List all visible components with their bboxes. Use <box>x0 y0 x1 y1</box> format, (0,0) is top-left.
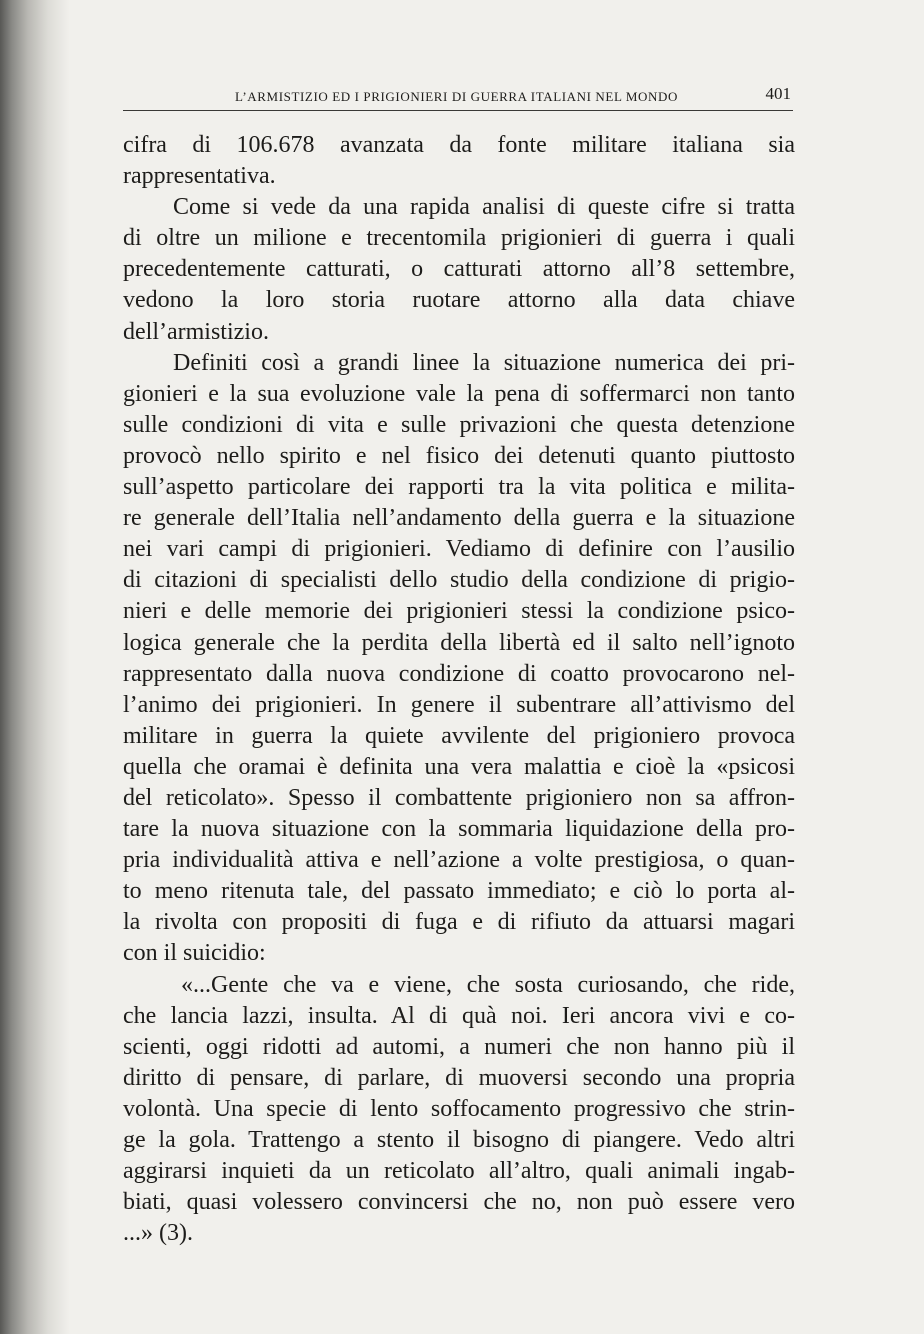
page-number: 401 <box>765 84 791 103</box>
text-line: tare la nuova situazione con la sommaria liquidazione della pro- <box>123 816 795 843</box>
quote-line: ge la gola. Trattengo a stento il bisogno di piangere. Vedo altri <box>123 1127 795 1153</box>
text-line: la rivolta con propositi di fuga e di rifiuto da attuarsi magari <box>123 909 795 936</box>
text-line: nei vari campi di prigionieri. Vediamo di definire con l’ausilio <box>123 536 795 563</box>
text-line: gionieri e la sua evoluzione vale la pena di soffermarci non tanto <box>123 380 795 407</box>
text-line: Definiti così a grandi linee la situazione numerica dei pri- <box>173 349 795 376</box>
text-line: del reticolato». Spesso il combattente prigioniero non sa affron- <box>123 784 795 811</box>
running-title: L’ARMISTIZIO ED I PRIGIONIERI DI GUERRA ITALIANI NEL MONDO <box>235 89 678 104</box>
quote-line: «...Gente che va e viene, che sosta curiosando, che ride, <box>181 971 795 998</box>
text-line: militare in guerra la quiete avvilente del prigioniero provoca <box>123 722 795 749</box>
text-line: re generale dell’Italia nell’andamento della guerra e la situazione <box>123 505 795 532</box>
quote-line: biati, quasi volessero convincersi che no, non può essere vero <box>123 1189 795 1216</box>
text-line: di oltre un milione e trecentomila prigionieri di guerra i quali <box>123 225 795 252</box>
text-line: nieri e delle memorie dei prigionieri stessi la condizione psico- <box>123 598 795 625</box>
text-line: to meno ritenuta tale, del passato immediato; e ciò lo porta al- <box>123 878 795 905</box>
quote-line: ...» (3). <box>123 1220 193 1247</box>
text-line: vedono la loro storia ruotare attorno alla data chiave <box>123 287 795 314</box>
text-line: l’animo dei prigionieri. In genere il subentrare all’attivismo del <box>123 691 795 718</box>
quote-line: volontà. Una specie di lento soffocamento progressivo che strin- <box>123 1095 795 1122</box>
quote-line: che lancia lazzi, insulta. Al di quà noi. Ieri ancora vivi e co- <box>123 1002 795 1029</box>
text-line: dell’armistizio. <box>123 318 269 345</box>
text-line: rappresentato dalla nuova condizione di coatto provocarono nel- <box>123 660 795 687</box>
text-line: sull’aspetto particolare dei rapporti tra la vita politica e milita- <box>123 474 795 501</box>
text-line: logica generale che la perdita della libertà ed il salto nell’ignoto <box>123 629 795 656</box>
quote-line: diritto di pensare, di parlare, di muoversi secondo una propria <box>123 1064 795 1091</box>
text-line: con il suicidio: <box>123 940 266 967</box>
text-line: di citazioni di specialisti dello studio della condizione di prigio- <box>123 567 795 594</box>
quote-line: scienti, oggi ridotti ad automi, a numeri che non hanno più il <box>123 1033 795 1060</box>
text-line: pria individualità attiva e nell’azione a volte prestigiosa, o quan- <box>123 847 795 874</box>
text-line: quella che oramai è definita una vera malattia e cioè la «psicosi <box>123 753 795 780</box>
text-line: sulle condizioni di vita e sulle privazioni che questa detenzione <box>123 411 795 438</box>
body-text <box>123 130 795 1249</box>
text-line: rappresentativa. <box>123 163 276 190</box>
text-line: precedentemente catturati, o catturati attorno all’8 settembre, <box>123 256 795 283</box>
text-line: cifra di 106.678 avanzata da fonte militare italiana sia <box>123 132 795 158</box>
text-line: provocò nello spirito e nel fisico dei detenuti quanto piuttosto <box>123 442 795 469</box>
quote-line: aggirarsi inquieti da un reticolato all’altro, quali animali ingab- <box>123 1158 795 1185</box>
running-header <box>123 84 793 111</box>
text-line: Come si vede da una rapida analisi di queste cifre si tratta <box>173 194 795 221</box>
